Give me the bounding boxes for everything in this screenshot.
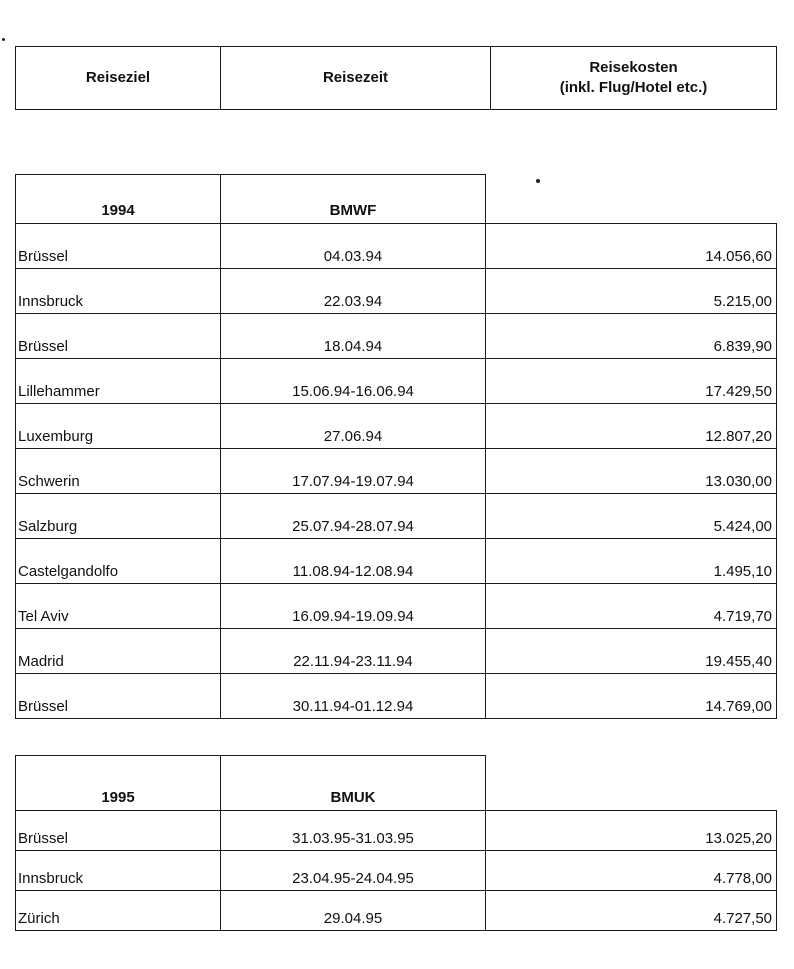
- destination-cell: Tel Aviv: [16, 584, 221, 629]
- table-row: [16, 584, 777, 629]
- travel-date-cell: 22.03.94: [221, 269, 486, 314]
- travel-cost-cell: 6.839,90: [486, 314, 777, 359]
- travel-date-cell: 29.04.95: [221, 891, 486, 931]
- travel-cost-cell: 1.495,10: [486, 539, 777, 584]
- destination-cell: Lillehammer: [16, 359, 221, 404]
- destination-cell: Brüssel: [16, 224, 221, 269]
- table-row: [16, 674, 777, 719]
- travel-date-cell: 27.06.94: [221, 404, 486, 449]
- destination-cell: Brüssel: [16, 314, 221, 359]
- header-travel-cost: [491, 47, 777, 110]
- destination-cell: Luxemburg: [16, 404, 221, 449]
- destination-cell: Madrid: [16, 629, 221, 674]
- table-row: [16, 359, 777, 404]
- travel-cost-cell: 19.455,40: [486, 629, 777, 674]
- table-row: [16, 494, 777, 539]
- empty-header-cell: [486, 175, 777, 224]
- travel-date-cell: 11.08.94-12.08.94: [221, 539, 486, 584]
- table-row: [16, 269, 777, 314]
- destination-cell: Innsbruck: [16, 851, 221, 891]
- table-row: [16, 404, 777, 449]
- empty-header-cell: [486, 756, 777, 811]
- ministry-label: BMWF: [221, 175, 486, 224]
- travel-cost-cell: 14.769,00: [486, 674, 777, 719]
- travel-cost-cell: 4.778,00: [486, 851, 777, 891]
- header-travel-time: Reisezeit: [221, 47, 491, 110]
- travel-cost-cell: 4.719,70: [486, 584, 777, 629]
- table-row: [16, 224, 777, 269]
- travel-date-cell: 30.11.94-01.12.94: [221, 674, 486, 719]
- table-row: [16, 851, 777, 891]
- table-1995: [15, 755, 777, 931]
- travel-cost-cell: 5.215,00: [486, 269, 777, 314]
- travel-date-cell: 18.04.94: [221, 314, 486, 359]
- travel-cost-cell: 14.056,60: [486, 224, 777, 269]
- destination-cell: Castelgandolfo: [16, 539, 221, 584]
- table-row: [16, 629, 777, 674]
- table-1994: [15, 174, 777, 719]
- section-header-1994: [16, 175, 777, 224]
- header-travel-cost-title: Reisekosten: [589, 59, 678, 76]
- travel-date-cell: 23.04.95-24.04.95: [221, 851, 486, 891]
- column-header-row: [16, 47, 777, 110]
- table-row: [16, 539, 777, 584]
- year-label: 1994: [16, 175, 221, 224]
- travel-date-cell: 25.07.94-28.07.94: [221, 494, 486, 539]
- destination-cell: Zürich: [16, 891, 221, 931]
- destination-cell: Innsbruck: [16, 269, 221, 314]
- year-label: 1995: [16, 756, 221, 811]
- scan-speck: [2, 38, 5, 41]
- travel-cost-cell: 12.807,20: [486, 404, 777, 449]
- travel-cost-cell: 5.424,00: [486, 494, 777, 539]
- travel-date-cell: 15.06.94-16.06.94: [221, 359, 486, 404]
- travel-cost-cell: 13.030,00: [486, 449, 777, 494]
- section-header-1995: [16, 756, 777, 811]
- travel-cost-cell: 13.025,20: [486, 811, 777, 851]
- destination-cell: Salzburg: [16, 494, 221, 539]
- travel-date-cell: 04.03.94: [221, 224, 486, 269]
- column-header-table: [15, 46, 777, 110]
- table-row: [16, 314, 777, 359]
- header-travel-cost-note: (inkl. Flug/Hotel etc.): [559, 79, 708, 96]
- scan-speck: [536, 179, 540, 183]
- travel-date-cell: 16.09.94-19.09.94: [221, 584, 486, 629]
- destination-cell: Schwerin: [16, 449, 221, 494]
- travel-date-cell: 31.03.95-31.03.95: [221, 811, 486, 851]
- travel-cost-cell: 4.727,50: [486, 891, 777, 931]
- table-row: [16, 449, 777, 494]
- ministry-label: BMUK: [221, 756, 486, 811]
- table-row: [16, 891, 777, 931]
- table-row: [16, 811, 777, 851]
- destination-cell: Brüssel: [16, 674, 221, 719]
- travel-date-cell: 17.07.94-19.07.94: [221, 449, 486, 494]
- travel-date-cell: 22.11.94-23.11.94: [221, 629, 486, 674]
- header-destination: Reiseziel: [16, 47, 221, 110]
- travel-cost-cell: 17.429,50: [486, 359, 777, 404]
- destination-cell: Brüssel: [16, 811, 221, 851]
